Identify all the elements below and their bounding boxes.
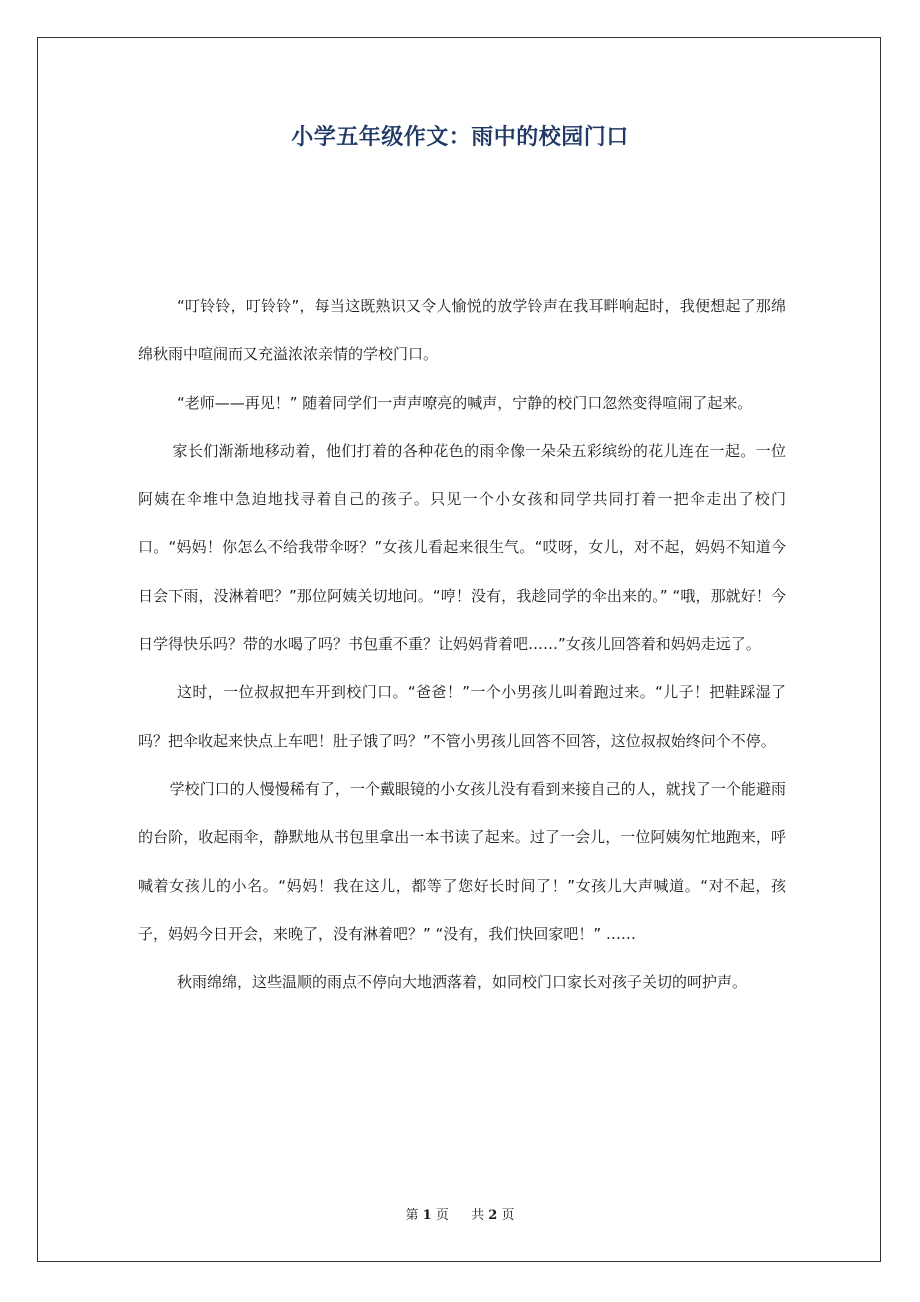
paragraph-5: 学校门口的人慢慢稀有了，一个戴眼镜的小女孩儿没有看到来接自己的人，就找了一个能避雨的台阶，收起雨伞，静默地从书包里拿出一本书读了起来。过了一会儿，一位阿姨匆忙地跑来，呼喊着女孩儿的小名。“妈妈！我在这儿，都等了您好长时间了！”女孩儿大声喊道。“对不起，孩子，妈妈今日开会，来晚了，没有淋着吧？” “没有，我们快回家吧！” …… [138, 779, 786, 943]
paragraph-2: “老师——再见！” 随着同学们一声声嘹亮的喊声，宁静的校门口忽然变得喧闹了起来。 [177, 393, 753, 412]
paragraph-3: 家长们渐渐地移动着，他们打着的各种花色的雨伞像一朵朵五彩缤纷的花儿连在一起。一位阿姨在伞堆中急迫地找寻着自己的孩子。只见一个小女孩和同学共同打着一把伞走出了校门口。“妈妈！你怎么不给我带伞呀？”女孩儿看起来很生气。“哎呀，女儿，对不起，妈妈不知道今日会下雨，没淋着吧？”那位阿姨关切地问。“哼！没有，我趁同学的伞出来的。” “哦，那就好！今日学得快乐吗？带的水喝了吗？书包重不重？让妈妈背着吧……”女孩儿回答着和妈妈走远了。 [138, 441, 786, 654]
paragraph-4: 这时，一位叔叔把车开到校门口。“爸爸！”一个小男孩儿叫着跑过来。“儿子！把鞋踩湿了吗？把伞收起来快点上车吧！肚子饿了吗？”不管小男孩儿回答不回答，这位叔叔始终问个不停。 [138, 683, 786, 750]
page-prefix: 第 [405, 1208, 419, 1223]
total-suffix: 页 [501, 1208, 515, 1223]
document-body [138, 282, 786, 1006]
current-page-number: 1 [422, 1208, 432, 1223]
total-pages-number: 2 [488, 1208, 498, 1223]
total-prefix: 共 [471, 1208, 485, 1223]
page-suffix: 页 [435, 1208, 449, 1223]
paragraph-6: 秋雨绵绵，这些温顺的雨点不停向大地洒落着，如同校门口家长对孩子关切的呵护声。 [177, 973, 748, 992]
paragraph-1: “叮铃铃，叮铃铃”，每当这既熟识又令人愉悦的放学铃声在我耳畔响起时，我便想起了那绵绵秋雨中喧闹而又充溢浓浓亲情的学校门口。 [138, 297, 786, 364]
page-footer [0, 1204, 920, 1228]
document-title: 小学五年级作文：雨中的校园门口 [291, 125, 629, 150]
